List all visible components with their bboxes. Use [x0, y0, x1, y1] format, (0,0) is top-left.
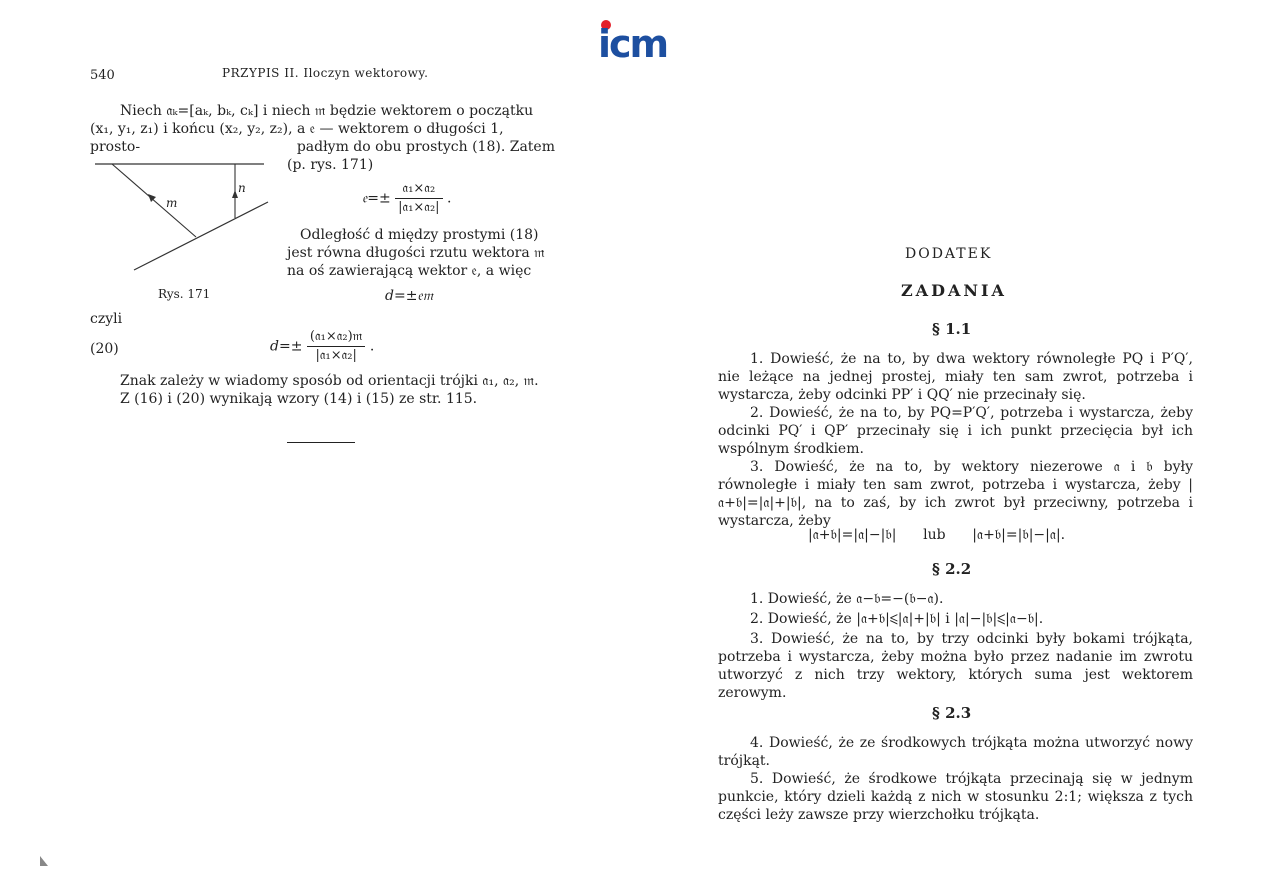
eq1-denominator: |𝔞₁×𝔞₂|: [398, 200, 440, 215]
word-czyli: czyli: [90, 311, 123, 327]
section-1-1: § 1.1: [932, 320, 972, 338]
section-2-2: § 2.2: [932, 560, 972, 578]
figure-label-n: n: [238, 181, 246, 195]
heading-zadania: ZADANIA: [901, 281, 1007, 300]
eq1-fraction: [395, 180, 442, 217]
running-head: PRZYPIS II. Iloczyn wektorowy.: [222, 66, 429, 80]
para1-line4: (p. rys. 171): [287, 157, 374, 173]
equation-lub: |𝔞+𝔟|=|𝔞|−|𝔟| lub |𝔞+𝔟|=|𝔟|−|𝔞|.: [808, 527, 1066, 543]
para3-line1: Znak zależy w wiadomy sposób od orientacji trójki 𝔞₁, 𝔞₂, 𝔪.: [120, 373, 539, 389]
para1-line3: padłym do obu prostych (18). Zatem: [296, 139, 555, 155]
problem-1-1-3: 3. Dowieść, że na to, by wektory niezerowe 𝔞 i 𝔟 były równoległe i miały ten sam zwrot, potrzeba i wystarcza, żeby |𝔞+𝔟|=|𝔞|+|𝔟|, na to zaś, by ich zwrot był przeciwny, potrzeba i wystarcza, żeby: [718, 459, 1193, 529]
problem-2-2-3: 3. Dowieść, że na to, by trzy odcinki były bokami trójkąta, potrzeba i wystarcza, żeby można było przez nadanie im zwrotu utworzyć z nich trzy wektory, których suma jest wektorem zerowym.: [718, 631, 1193, 701]
para3-line2: Z (16) i (20) wynikają wzory (14) i (15) ze str. 115.: [120, 391, 478, 407]
para1-line2: (x₁, y₁, z₁) i końcu (x₂, y₂, z₂), a 𝔢 — wektorem o długości 1, prosto-: [90, 121, 504, 155]
figure-bottom-line: [134, 202, 268, 270]
figure-171: [92, 150, 277, 280]
eq3-fraction: [307, 328, 366, 365]
figure-label-m: m: [166, 196, 178, 210]
equation-20: d=± $\frac{\text{(𝔞₁×𝔞₂)𝔪}}{\text{|𝔞₁×𝔞₂|}}$ .: [270, 329, 375, 363]
equation-d: d=±𝔢𝔪: [385, 288, 434, 304]
eq3-numerator: (𝔞₁×𝔞₂)𝔪: [307, 328, 366, 347]
corner-mark: [40, 856, 48, 866]
problem-2-3-4: 4. Dowieść, że ze środkowych trójkąta można utworzyć nowy trójkąt.: [718, 735, 1193, 769]
problem-2-2-1: 1. Dowieść, że 𝔞−𝔟=−(𝔟−𝔞).: [750, 591, 944, 607]
vector-m-line: [112, 164, 196, 237]
para2-line1: Odległość d między prostymi (18): [300, 227, 539, 243]
eq3-denominator: |𝔞₁×𝔞₂|: [315, 348, 357, 363]
problem-2-2-2: 2. Dowieść, że |𝔞+𝔟|⩽|𝔞|+|𝔟| i |𝔞|−|𝔟|⩽|𝔞−𝔟|.: [750, 611, 1044, 627]
icm-logo: [598, 18, 674, 64]
para1-line1: Niech 𝔞ₖ=[aₖ, bₖ, cₖ] i niech 𝔪 będzie wektorem o początku: [120, 103, 534, 119]
para2-line2: jest równa długości rzutu wektora 𝔪: [287, 245, 545, 261]
heading-dodatek: DODATEK: [905, 246, 993, 262]
problem-1-1-2: 2. Dowieść, że na to, by PQ=P′Q′, potrzeba i wystarcza, żeby odcinki PQ′ i QP′ przecinały się i ich punkt przecięcia był ich wspólnym środkiem.: [718, 405, 1193, 457]
eq3-lhs: d=±: [270, 338, 303, 355]
problem-1-1-1: 1. Dowieść, że na to, by dwa wektory równoległe PQ i P′Q′, nie leżące na jednej prostej, miały ten sam zwrot, potrzeba i wystarcza, żeby odcinki PP′ i QQ′ nie przecinały się.: [718, 351, 1193, 403]
logo-text: icm: [598, 22, 668, 66]
end-rule: [287, 442, 355, 443]
section-2-3: § 2.3: [932, 704, 972, 722]
equation-e: 𝔢=± $\frac{\text{𝔞₁×𝔞₂}}{\text{|𝔞₁×𝔞₂|}}$ .: [362, 181, 452, 215]
equation-number-20: (20): [90, 341, 119, 357]
eq1-lhs: 𝔢=±: [362, 190, 391, 207]
page-number: 540: [90, 68, 115, 83]
problem-2-3-5: 5. Dowieść, że środkowe trójkąta przecinają się w jednym punkcie, który dzieli każdą z nich w stosunku 2:1; większa z tych części leży zawsze przy wierzchołku trójkąta.: [718, 771, 1193, 823]
para2-line3: na oś zawierającą wektor 𝔢, a więc: [287, 263, 532, 279]
figure-caption: Rys. 171: [158, 287, 211, 301]
eq1-numerator: 𝔞₁×𝔞₂: [395, 180, 442, 199]
